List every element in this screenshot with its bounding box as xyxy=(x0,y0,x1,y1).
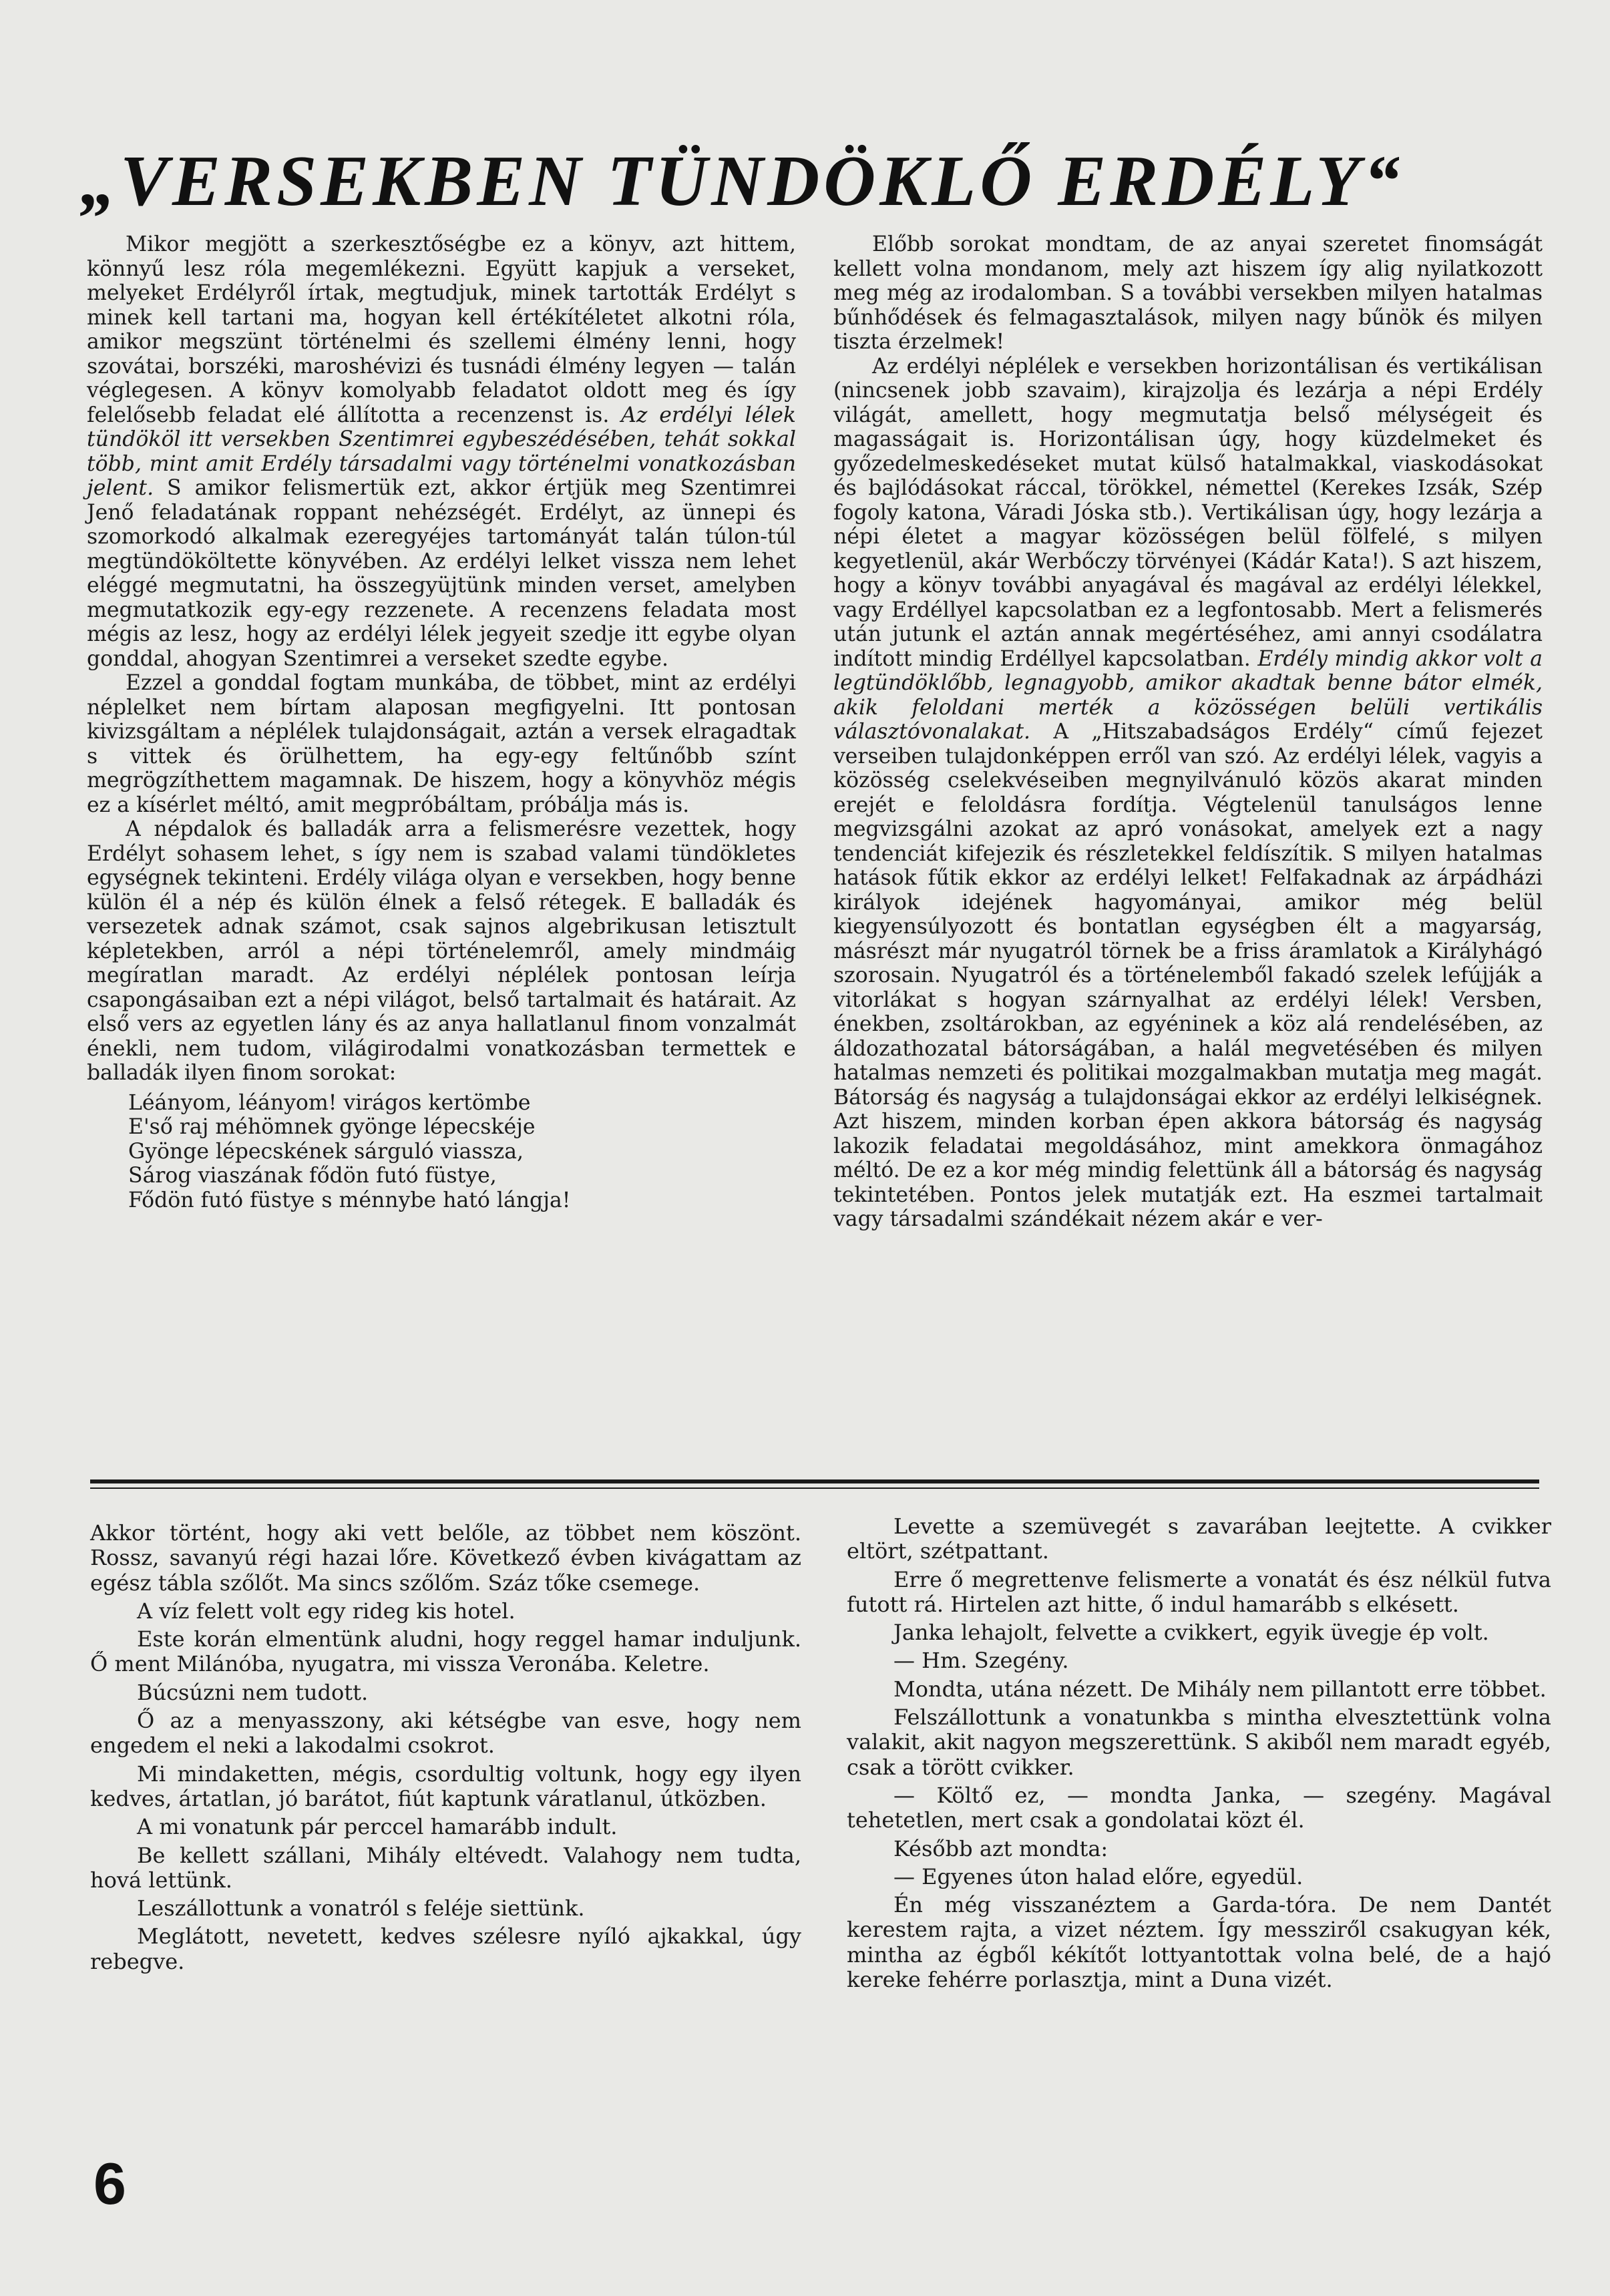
story-paragraph: Meglátott, nevetett, kedves szélesre nyíló ajkakkal, úgy rebegve. xyxy=(90,1923,801,1974)
article-title: „VERSEKBEN TÜNDÖKLŐ ERDÉLY“ xyxy=(80,142,1404,221)
story-paragraph: Levette a szemüvegét s zavarában leejtette. A cvikker eltört, szétpattant. xyxy=(847,1514,1551,1564)
story-paragraph: Én még visszanéztem a Garda-tóra. De nem Dantét kerestem rajta, a vizet néztem. Így messziről csakugyan kék, mintha az égből kékítőt lottyantottak volna belé, de a hajó kereke fehérre porlasztja, mint a Duna vizét. xyxy=(847,1892,1551,1993)
review-column-left xyxy=(87,232,796,1212)
story-paragraph: Este korán elmentünk aludni, hogy reggel hamar induljunk. Ő ment Milánóba, nyugatra, mi vissza Veronába. Keletre. xyxy=(90,1626,801,1677)
story-paragraph: A víz felett volt egy rideg kis hotel. xyxy=(137,1598,516,1624)
poem-line: Léányom, léányom! virágos kertömbe xyxy=(128,1090,531,1115)
section-divider-thin xyxy=(90,1487,1539,1489)
story-column-left xyxy=(90,1521,801,1978)
story-paragraph: Be kellett szállani, Mihály eltévedt. Valahogy nem tudta, hová lettünk. xyxy=(90,1842,801,1893)
page-number: 6 xyxy=(93,2150,126,2217)
story-paragraph: Erre ő megrettenve felismerte a vonatát és ész nélkül futva futott rá. Hirtelen azt hitte, ő indul hamarább s elkésett. xyxy=(847,1566,1551,1617)
review-paragraph: Az erdélyi néplélek e versekben horizontálisan és vertikálisan (nincsenek jobb szavaim), kirajzolja és lezárja a népi Erdély világát, amellett, hogy megmutatja belső mélységeit és magasságait is. Horizontálisan úgy, hogy küzdelmeket és győzedelmeskedéseket mutat külső hatalmakkal, viaskodásokat és bajlódásokat ráccal, törökkel, némettel (Kerekes Izsák, Szép fogoly katona, Váradi Jóska stb.). Vertikálisan úgy, hogy lezárja a népi életet a magyar közösségen belül fölfelé, s milyen kegyetlenül, akár Werbőczy törvényei (Kádár Kata!). S azt hiszem, hogy a könyv további anyagával és magával az erdélyi lélekkel, vagy Erdéllyel kapcsolatban ez a legfontosabb. Mert a felismerés után jutunk el aztán annak megértéséhez, ami annyi csodálatra indított mindig Erdéllyel kapcsolatban. Erdély mindig akkor volt a legtündöklőbb, legnagyobb, amikor akadtak benne bátor elmék, akik feloldani merték a közösségen belüli vertikális választóvonalakat. A „Hitszabadságos Erdély“ című fejezet verseiben tulajdonképpen erről van szó. Az erdélyi lélek, vagyis a közösség cselekvéseiben megnyilvánuló közös akarat minden erejét e feloldásra fordítja. Végtelenül tanulságos lenne megvizsgálni azokat az apró vonásokat, amelyek ezt a nagy tendenciát kifejezik és részletekkel feldíszítik. S milyen hatalmas hatások fűtik ekkor az erdélyi lelket! Felfakadnak az árpádházi királyok idejének hagyományai, amikor még belül kiegyensúlyozott és bontatlan egységben élt a magyarság, másrészt már nyugatról törnek be a friss áramlatok a Királyhágó szorosain. Nyugatról és a történelemből fakadó szelek lefújják a vitorlákat s hogyan szárnyalhat az erdélyi lélek! Versben, énekben, zsoltárokban, az egyéninek a köz alá rendelésében, az áldozathozatal bátorságában, a halál megvetésében és milyen hatalmas nemzeti és politikai mozgalmakban mutatja meg magát. Bátorság és nagyság a tulajdonságai ekkor az erdélyi lelkiségnek. Azt hiszem, minden korban épen akkora bátorság és nagyság lakozik feladatai megoldásához, mint amekkora önmagához méltó. De ez a kor még mindig felettünk áll a bátorság és nagyság tekintetében. Pontos jelek mutatják ezt. Ha eszmei tartalmait vagy társadalmi szándékait nézem akár e ver- xyxy=(833,354,1543,1231)
poem-line: E'ső raj méhömnek gyönge lépecskéje xyxy=(128,1115,536,1139)
story-paragraph: Janka lehajolt, felvette a cvikkert, egyik üvegje ép volt. xyxy=(893,1620,1489,1646)
poem-line: Sárog viaszának fődön futó füstye, xyxy=(128,1164,497,1188)
review-paragraph: A népdalok és balladák arra a felismerésre vezettek, hogy Erdélyt sohasem lehet, s így nem is szabad valami tündökletes egységnek tekinteni. Erdély világa olyan e versekben, hogy benne külön él a nép és külön élnek a felső rétegek. E balladák és versezetek adnak számot, csak sajnos algebrikusan letisztult képletekben, arról a népi történelemről, amely mindmáig megíratlan maradt. Az erdélyi néplélek pontosan leírja csapongásaiban ezt a népi világot, belső tartalmait és határait. Az első vers az egyetlen lány és az anya hallatlanul finom vonzalmát énekli, nem tudom, világirodalmi vonatkozásban termettek e balladák ilyen finom sorokat: xyxy=(87,817,796,1085)
poem-line: Gyönge lépecskének sárguló viassza, xyxy=(128,1139,524,1164)
story-paragraph: Akkor történt, hogy aki vett belőle, az többet nem köszönt. Rossz, savanyú régi hazai lőre. Következő évben kivágattam az egész tábla szőlőt. Ma sincs szőlőm. Száz tőke csemege. xyxy=(90,1520,801,1596)
story-paragraph: — Hm. Szegény. xyxy=(893,1648,1069,1674)
story-paragraph: Mondta, utána nézett. De Mihály nem pillantott erre többet. xyxy=(893,1676,1547,1702)
poem-line: Fődön futó füstye s ménnybe ható lángja! xyxy=(128,1188,571,1212)
story-paragraph: Később azt mondta: xyxy=(893,1835,1109,1861)
review-paragraph: Ezzel a gonddal fogtam munkába, de többet, mint az erdélyi néplelket nem bírtam alaposan megfigyelni. Itt pontosan kivizsgáltam a néplélek tulajdonságait, aztán a versek elragadtak s vittek és örülhettem, ha egy-egy feltűnőbb színt megrögzíthettem magamnak. De hiszem, hogy a könyvhöz mégis ez a kísérlet méltó, amit megpróbáltam, próbálja más is. xyxy=(87,671,796,817)
story-paragraph: Leszállottunk a vonatról s feléje siettünk. xyxy=(137,1895,585,1921)
poem-quote xyxy=(128,1091,796,1213)
story-paragraph: A mi vonatunk pár perccel hamarább indult. xyxy=(137,1814,618,1840)
section-divider-thick xyxy=(90,1479,1539,1483)
story-column-right xyxy=(847,1514,1551,1996)
review-paragraph: Mikor megjött a szerkesztőségbe ez a könyv, azt hittem, könnyű lesz róla megemlékezni. Együtt kapjuk a verseket, melyeket Erdélyről írtak, megtudjuk, minek tartották Erdélyt s minek kell tartani ma, hogyan kell értékítéletet alkotni róla, amikor megszünt történelmi és szellemi élmény lenni, hogy szovátai, borszéki, maroshévizi és tusnádi élmény legyen — talán véglegesen. A könyv komolyabb feladatot oldott meg és így felelősebb feladat elé állította a recenzenst is. Az erdélyi lélek tündököl itt versekben Szentimrei egybeszédésében, tehát sokkal több, mint amit Erdély társadalmi vagy történelmi vonatkozásban jelent. S amikor felismertük ezt, akkor értjük meg Szentimrei Jenő feladatának roppant nehézségét. Erdélyt, az ünnepi és szomorkodó alkalmak ezeregyéjes tartományát talán túlon-túl megtündököltette könyvében. Az erdélyi lelket vissza nem lehet eléggé megmutatni, ha összegyüjtünk minden verset, amelyben megmutatkozik egy-egy rezzenete. A recenzens feladata most mégis az lesz, hogy az erdélyi lélek jegyeit szedje itt egybe olyan gonddal, ahogyan Szentimrei a verseket szedte egybe. xyxy=(87,232,796,671)
story-paragraph: Búcsúzni nem tudott. xyxy=(137,1679,369,1705)
story-paragraph: Mi mindaketten, mégis, csordultig voltunk, hogy egy ilyen kedves, ártatlan, jó barátot, fiút kaptunk váratlanul, útközben. xyxy=(90,1761,801,1811)
story-paragraph: — Költő ez, — mondta Janka, — szegény. Magával tehetetlen, mert csak a gondolatai közt él. xyxy=(847,1782,1551,1833)
story-paragraph: Felszállottunk a vonatunkba s mintha elvesztettünk volna valakit, akit nagyon megszerettünk. S akiből nem maradt egyéb, csak a törött cvikker. xyxy=(847,1704,1551,1780)
review-column-right xyxy=(833,232,1543,1232)
review-paragraph: Előbb sorokat mondtam, de az anyai szeretet finomságát kellett volna mondanom, mely azt hiszem így alig nyilatkozott meg még az irodalomban. S a további versekben milyen hatalmas bűnhődések és felmagasztalások, milyen nagy bűnök és milyen tiszta érzelmek! xyxy=(833,232,1543,354)
story-paragraph: — Egyenes úton halad előre, egyedül. xyxy=(893,1863,1303,1889)
story-paragraph: Ő az a menyasszony, aki kétségbe van esve, hogy nem engedem el neki a lakodalmi csokrot. xyxy=(90,1708,801,1759)
